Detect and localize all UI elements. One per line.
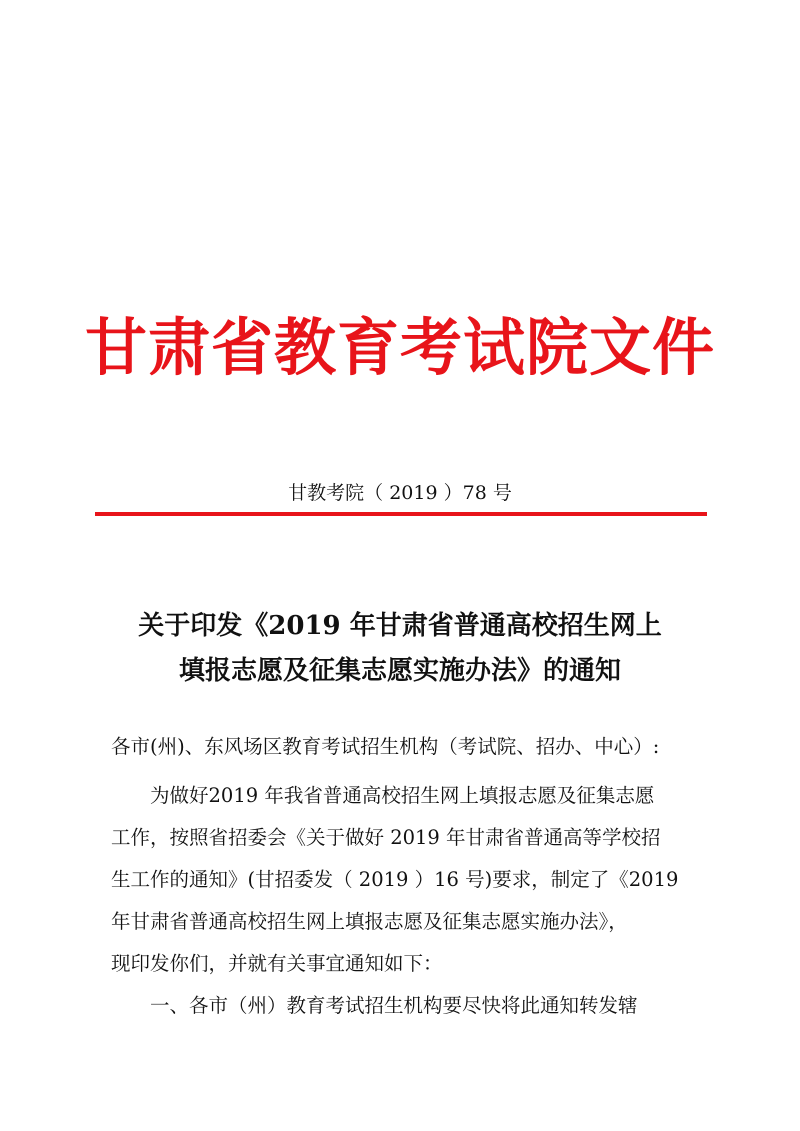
title-line-1: 关于印发《2019 年甘肃省普通高校招生网上 [138, 611, 662, 641]
header-red-rule [95, 512, 707, 516]
title-line-2: 填报志愿及征集志愿实施办法》的通知 [178, 656, 621, 686]
body-line: 现印发你们，并就有关事宜通知如下： [111, 952, 443, 975]
body-line: 为做好2019 年我省普通高校招生网上填报志愿及征集志愿 [150, 784, 655, 807]
body-line: 生工作的通知》(甘招委发（ 2019 ）16 号)要求，制定了《2019 [111, 868, 679, 891]
body-line: 年甘肃省普通高校招生网上填报志愿及征集志愿实施办法》， [111, 910, 628, 933]
document-title [80, 604, 720, 694]
document-number: 甘教考院（ 2019 ）78 号 [288, 482, 512, 504]
body-line: 工作，按照省招委会《关于做好 2019 年甘肃省普通高等学校招 [111, 826, 661, 849]
body-line: 一、各市（州）教育考试招生机构要尽快将此通知转发辖 [150, 994, 638, 1017]
issuer-header: 甘肃省教育考试院文件 [84, 311, 715, 384]
salutation: 各市(州)、东风场区教育考试招生机构（考试院、招办、中心）: [111, 735, 660, 758]
body-text [111, 775, 711, 1027]
